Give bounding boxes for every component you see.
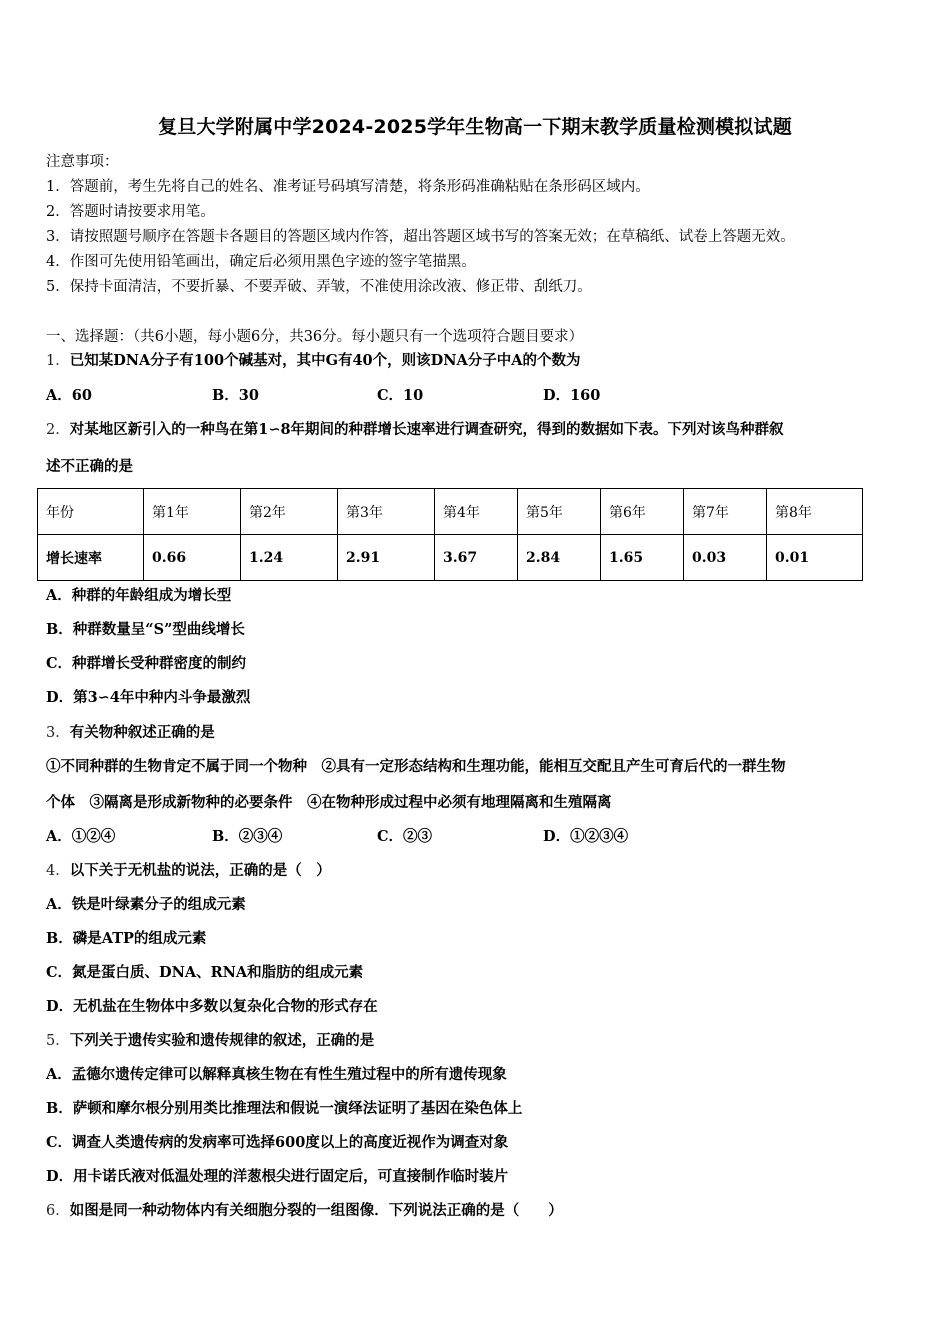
question-text: 已知某DNA分子有100个碱基对，其中G有40个，则该DNA分子中A的个数为	[69, 352, 581, 369]
option-b[interactable]: B．②③④	[212, 828, 283, 845]
table-header-cell: 第6年	[601, 489, 684, 535]
option-d[interactable]: D．①②③④	[543, 828, 629, 845]
question-number: 6．	[46, 1203, 70, 1219]
table-header-cell: 第5年	[518, 489, 601, 535]
option-a[interactable]: A．60	[46, 387, 92, 404]
table-cell: 0.03	[684, 535, 767, 581]
option-a[interactable]: A．种群的年龄组成为增长型	[46, 587, 232, 604]
option-b[interactable]: B．磷是ATP的组成元素	[46, 930, 207, 947]
option-b[interactable]: B．种群数量呈“S”型曲线增长	[46, 621, 245, 638]
table-header-cell: 第8年	[767, 489, 863, 535]
question-4	[46, 861, 331, 881]
table-header-cell: 第2年	[241, 489, 338, 535]
option-c[interactable]: C．氮是蛋白质、DNA、RNA和脂肪的组成元素	[46, 964, 364, 981]
question-1	[46, 351, 580, 371]
question-3	[46, 723, 215, 743]
question-number: 2．	[46, 422, 70, 438]
table-header-cell: 第3年	[338, 489, 435, 535]
table-header-cell: 年份	[38, 489, 144, 535]
table-cell: 2.91	[338, 535, 435, 581]
option-c[interactable]: C．种群增长受种群密度的制约	[46, 655, 247, 672]
question-5	[46, 1031, 374, 1051]
question-number: 5．	[46, 1033, 70, 1049]
option-c[interactable]: C．10	[377, 387, 424, 404]
question-number: 4．	[46, 863, 70, 879]
question-text-cont: 述不正确的是	[46, 458, 133, 475]
option-b[interactable]: B．30	[212, 387, 259, 404]
table-cell: 1.24	[241, 535, 338, 581]
question-number: 1．	[46, 353, 70, 369]
option-d[interactable]: D．第3∽4年中种内斗争最激烈	[46, 689, 251, 706]
option-a[interactable]: A．①②④	[46, 828, 116, 845]
table-cell: 0.01	[767, 535, 863, 581]
page-title: 复旦大学附属中学2024-2025学年生物高一下期末教学质量检测模拟试题	[158, 116, 792, 138]
question-2	[46, 420, 784, 440]
table-cell: 0.66	[144, 535, 241, 581]
option-c[interactable]: C．调查人类遗传病的发病率可选择600度以上的高度近视作为调查对象	[46, 1134, 509, 1151]
notice-item: 3．请按照题号顺序在答题卡各题目的答题区域内作答，超出答题区域书写的答案无效；在草稿纸、试卷上答题无效。	[46, 229, 795, 245]
table-header-cell: 第4年	[435, 489, 518, 535]
option-d[interactable]: D．无机盐在生物体中多数以复杂化合物的形式存在	[46, 998, 378, 1015]
question-text: 有关物种叙述正确的是	[69, 724, 215, 741]
table-header-cell: 第7年	[684, 489, 767, 535]
notice-item: 5．保持卡面清洁，不要折暴、不要弄破、弄皱，不准使用涂改液、修正带、刮纸刀。	[46, 279, 592, 295]
question-text: 如图是同一种动物体内有关细胞分裂的一组图像．下列说法正确的是（ ）	[69, 1202, 563, 1219]
notice-item: 4．作图可先使用铅笔画出，确定后必须用黑色字迹的签字笔描黑。	[46, 254, 476, 270]
table-header-cell: 第1年	[144, 489, 241, 535]
option-b[interactable]: B．萨顿和摩尔根分别用类比推理法和假说一演绎法证明了基因在染色体上	[46, 1100, 523, 1117]
option-c[interactable]: C．②③	[377, 828, 433, 845]
question-text: 下列关于遗传实验和遗传规律的叙述，正确的是	[69, 1032, 375, 1049]
growth-rate-table	[37, 488, 863, 581]
question-text: 以下关于无机盐的说法，正确的是（ ）	[69, 862, 331, 879]
notice-heading: 注意事项：	[46, 154, 119, 170]
table-cell: 1.65	[601, 535, 684, 581]
statement-line: ①不同种群的生物肯定不属于同一个物种 ②具有一定形态结构和生理功能，能相互交配且产生可育后代的一群生物	[46, 758, 786, 775]
option-a[interactable]: A．铁是叶绿素分子的组成元素	[46, 896, 246, 913]
table-row	[38, 535, 863, 581]
section-heading: 一、选择题：（共6小题，每小题6分，共36分。每小题只有一个选项符合题目要求）	[46, 329, 584, 345]
table-cell: 2.84	[518, 535, 601, 581]
option-a[interactable]: A．孟德尔遗传定律可以解释真核生物在有性生殖过程中的所有遗传现象	[46, 1066, 507, 1083]
question-number: 3．	[46, 725, 70, 741]
option-d[interactable]: D．用卡诺氏液对低温处理的洋葱根尖进行固定后，可直接制作临时装片	[46, 1168, 509, 1185]
question-text: 对某地区新引入的一种鸟在第1∽8年期间的种群增长速率进行调查研究，得到的数据如下表。下列对该鸟种群叙	[69, 421, 784, 438]
option-d[interactable]: D．160	[543, 387, 601, 404]
table-cell: 3.67	[435, 535, 518, 581]
notice-item: 2．答题时请按要求用笔。	[46, 204, 215, 220]
question-6	[46, 1201, 563, 1221]
notice-item: 1．答题前，考生先将自己的姓名、准考证号码填写清楚，将条形码准确粘贴在条形码区域内。	[46, 179, 650, 195]
statement-line: 个体 ③隔离是形成新物种的必要条件 ④在物种形成过程中必须有地理隔离和生殖隔离	[46, 794, 612, 811]
table-row-label: 增长速率	[38, 535, 144, 581]
table-header-row	[38, 489, 863, 535]
